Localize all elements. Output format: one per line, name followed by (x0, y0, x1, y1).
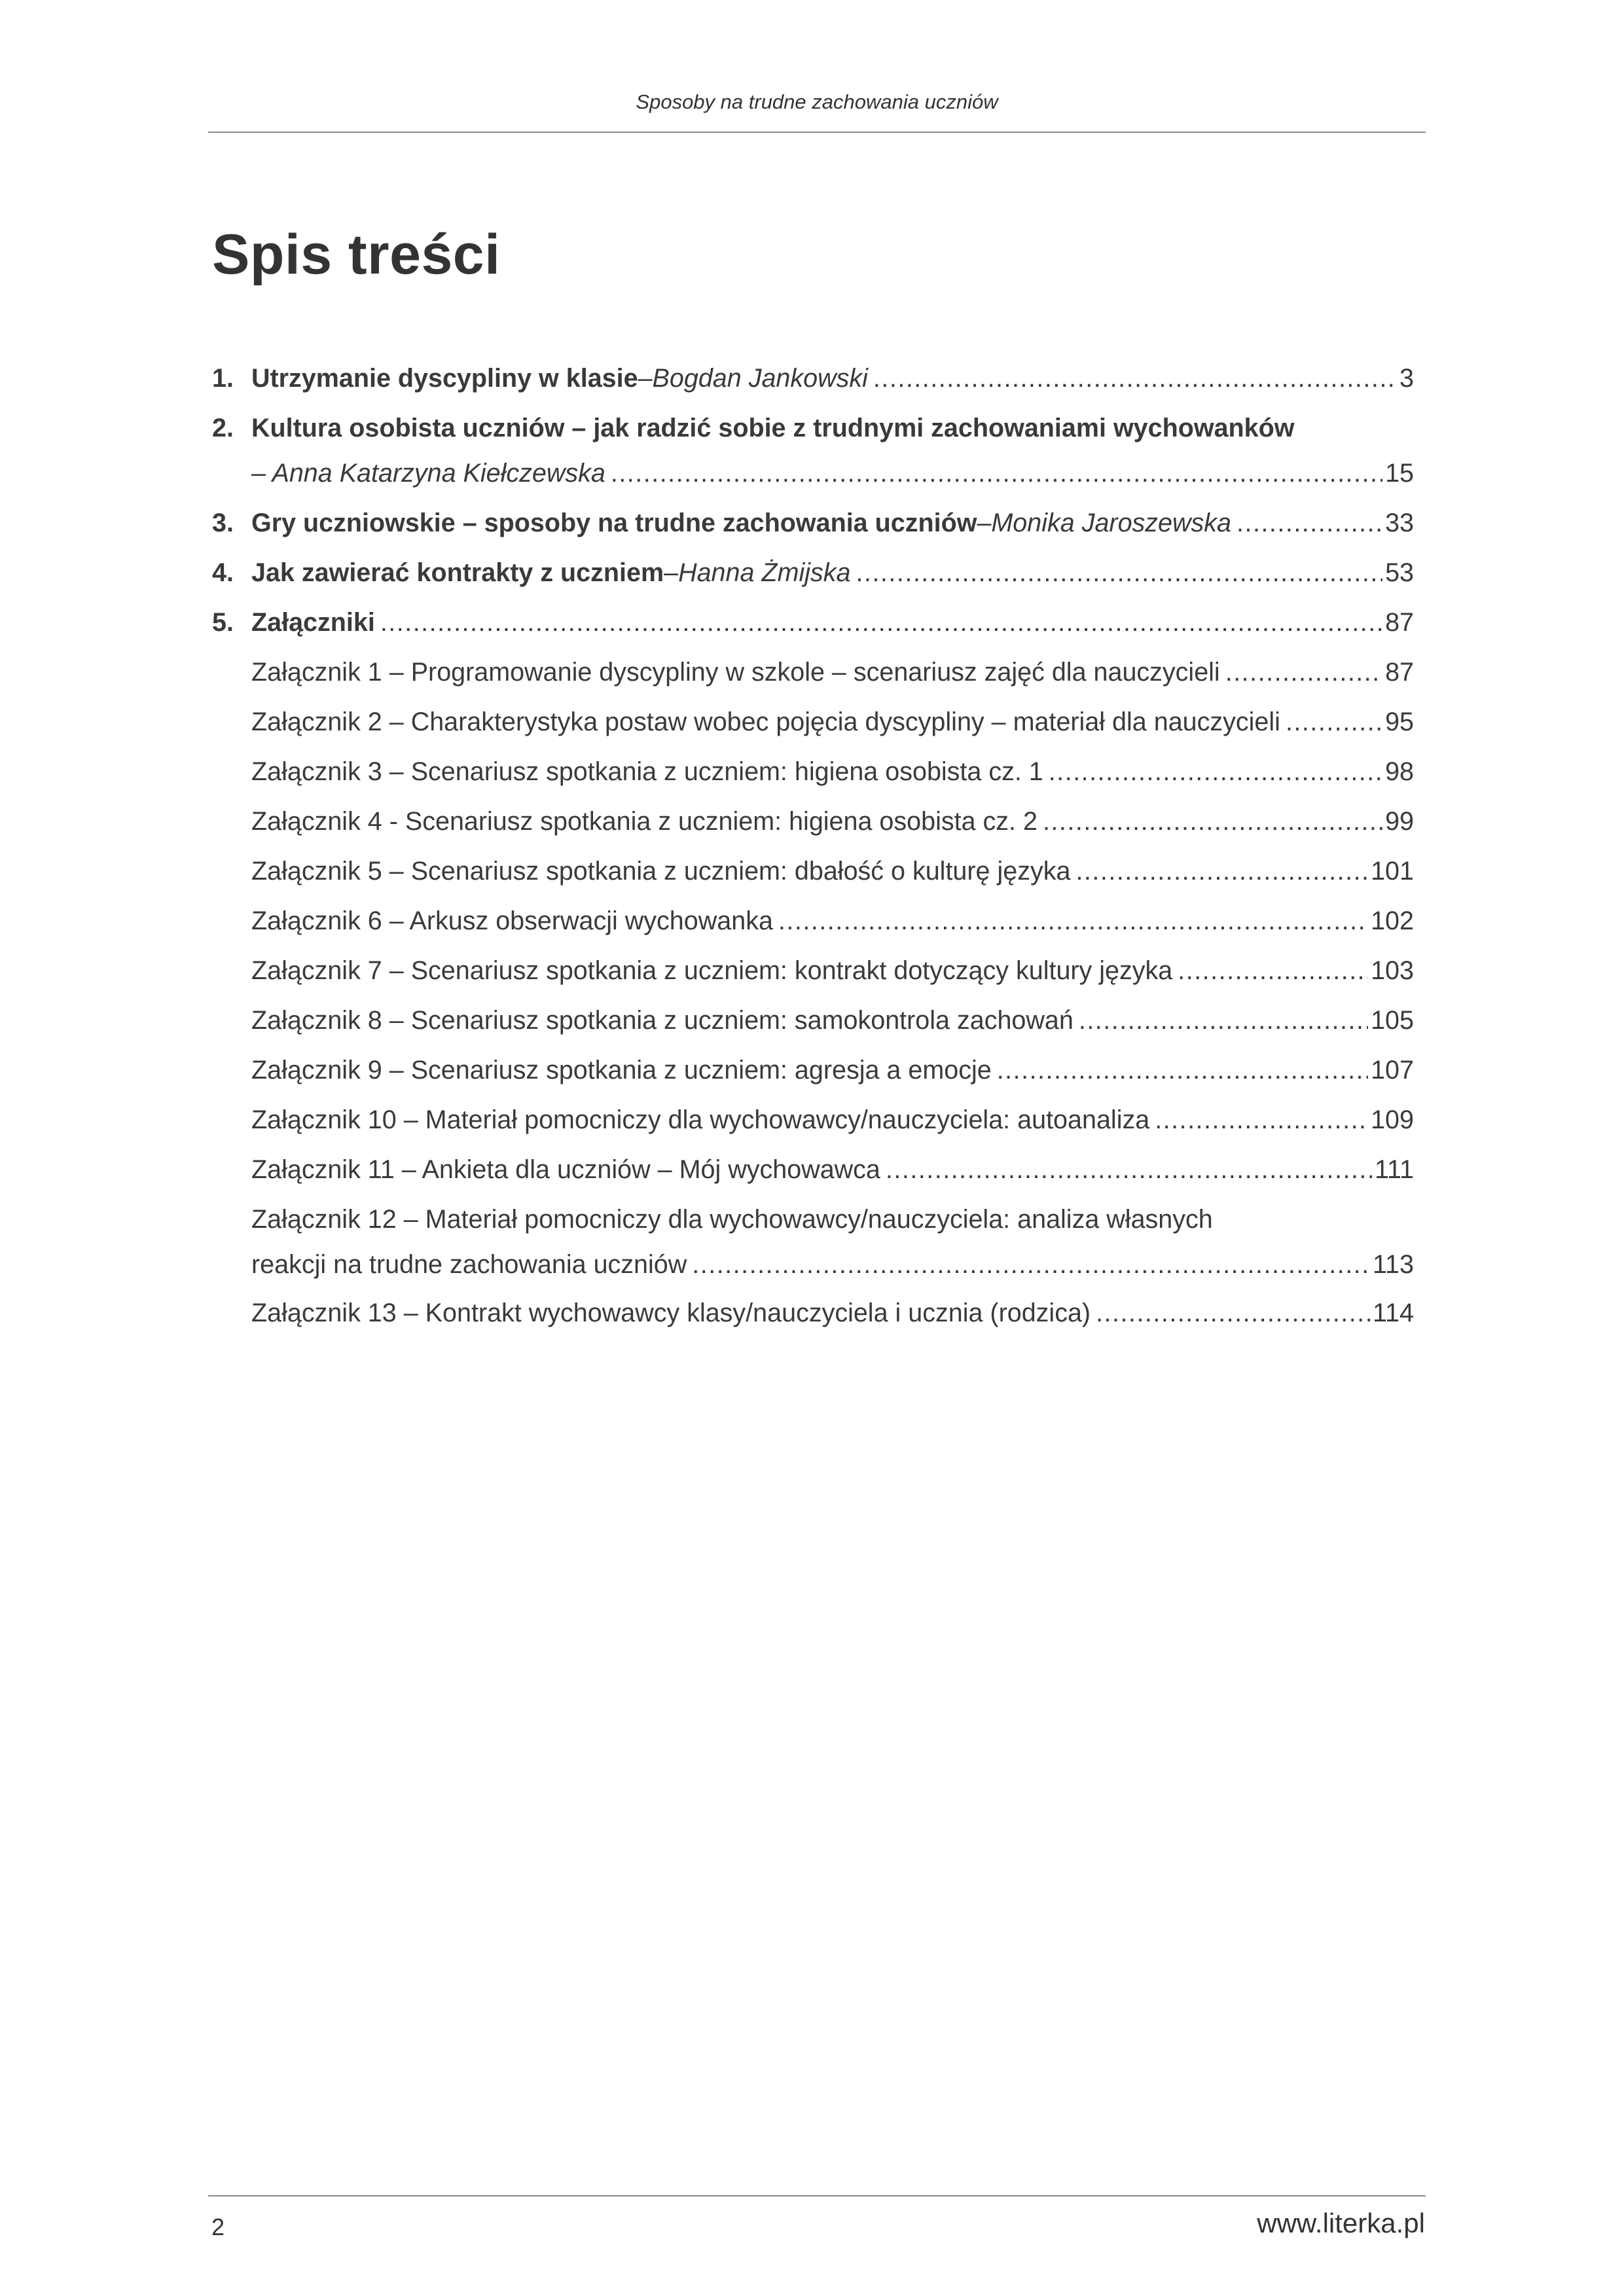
toc-appendix-title: Załącznik 4 - Scenariusz spotkania z uczniem: higiena osobista cz. 2 (251, 807, 1038, 836)
toc-page-number: 109 (1371, 1105, 1414, 1134)
toc-entry-1[interactable] (212, 357, 1414, 406)
toc-page-number: 111 (1374, 1155, 1414, 1184)
toc-page-number: 15 (1385, 459, 1414, 488)
toc-entry-2-continuation[interactable] (212, 452, 1414, 501)
toc-dash: – (664, 558, 679, 587)
footer-rule (208, 2195, 1426, 2197)
toc-appendix-6[interactable] (212, 899, 1414, 949)
dot-leader (1079, 999, 1368, 1042)
toc-title: Gry uczniowskie – sposoby na trudne zachowania uczniów (251, 509, 977, 537)
toc-entry-2[interactable] (212, 406, 1414, 452)
toc-page-number: 102 (1371, 906, 1414, 935)
page-title: Spis treści (212, 223, 501, 286)
toc-entry-3[interactable] (212, 501, 1414, 551)
toc-appendix-12-continuation[interactable] (212, 1243, 1414, 1291)
toc-page-number: 98 (1385, 757, 1414, 786)
toc-title: Kultura osobista uczniów – jak radzić sobie z trudnymi zachowaniami wychowanków (251, 414, 1295, 442)
toc-entry-4[interactable] (212, 551, 1414, 601)
toc-page-number: 3 (1399, 364, 1414, 393)
toc-number: 3. (212, 509, 234, 537)
toc-appendix-5[interactable] (212, 850, 1414, 899)
dot-leader (1049, 750, 1382, 793)
dot-leader (1178, 949, 1368, 992)
toc-appendix-title: Załącznik 11 – Ankieta dla uczniów – Mój wychowawca (251, 1155, 880, 1184)
toc-appendix-title: Załącznik 2 – Charakterystyka postaw wobec pojęcia dyscypliny – materiał dla nauczycieli (251, 708, 1280, 736)
toc-page-number: 99 (1385, 807, 1414, 836)
toc-appendix-13[interactable] (212, 1291, 1414, 1341)
toc-appendix-title: Załącznik 1 – Programowanie dyscypliny w szkole – scenariusz zajęć dla nauczycieli (251, 658, 1220, 687)
toc-appendix-title-continuation: reakcji na trudne zachowania uczniów (251, 1250, 687, 1279)
toc-page-number: 103 (1371, 956, 1414, 985)
dot-leader (873, 357, 1397, 400)
toc-number: 5. (212, 608, 234, 637)
toc-number: 1. (212, 364, 234, 393)
toc-page-number: 113 (1373, 1250, 1414, 1279)
toc-appendix-title: Załącznik 8 – Scenariusz spotkania z uczniem: samokontrola zachowań (251, 1006, 1074, 1035)
dot-leader (611, 452, 1382, 495)
toc-appendix-title: Załącznik 10 – Materiał pomocniczy dla wychowawcy/nauczyciela: autoanaliza (251, 1105, 1150, 1134)
toc-author: Hanna Żmijska (678, 558, 851, 587)
toc-appendix-7[interactable] (212, 949, 1414, 999)
toc-appendix-11[interactable] (212, 1148, 1414, 1198)
dot-leader (692, 1243, 1370, 1286)
toc-number: 2. (212, 414, 234, 442)
toc-dash: – (977, 509, 992, 537)
toc-page-number: 87 (1385, 608, 1414, 637)
toc-page-number: 114 (1373, 1299, 1414, 1327)
toc-page-number: 101 (1371, 857, 1414, 886)
toc-title: Jak zawierać kontrakty z uczniem (251, 558, 664, 587)
dot-leader (1155, 1098, 1368, 1141)
toc-appendix-title: Załącznik 6 – Arkusz obserwacji wychowanka (251, 906, 773, 935)
dot-leader (1286, 700, 1382, 744)
website-link[interactable]: www.literka.pl (1257, 2208, 1425, 2238)
dot-leader (1236, 501, 1382, 545)
toc-author: Bogdan Jankowski (652, 364, 868, 393)
toc-appendix-12[interactable] (212, 1198, 1414, 1243)
dot-leader (1096, 1291, 1370, 1335)
toc-number: 4. (212, 558, 234, 587)
toc-appendix-4[interactable] (212, 800, 1414, 850)
toc-appendix-1[interactable] (212, 651, 1414, 700)
toc-appendix-title: Załącznik 5 – Scenariusz spotkania z uczniem: dbałość o kulturę języka (251, 857, 1071, 886)
toc-appendix-2[interactable] (212, 700, 1414, 750)
toc-title: Utrzymanie dyscypliny w klasie (251, 364, 638, 393)
toc-appendix-title: Załącznik 9 – Scenariusz spotkania z uczniem: agresja a emocje (251, 1056, 992, 1085)
toc-entry-5[interactable] (212, 601, 1414, 651)
dot-leader (1043, 800, 1382, 843)
toc-page-number: 95 (1385, 708, 1414, 736)
toc-page-number: 105 (1371, 1006, 1414, 1035)
toc-appendix-title: Załącznik 3 – Scenariusz spotkania z uczniem: higiena osobista cz. 1 (251, 757, 1043, 786)
toc-page-number: 33 (1385, 509, 1414, 537)
toc-appendix-title: Załącznik 13 – Kontrakt wychowawcy klasy/nauczyciela i ucznia (rodzica) (251, 1299, 1091, 1327)
running-header: Sposoby na trudne zachowania uczniów (636, 90, 998, 113)
toc-appendix-title: Załącznik 7 – Scenariusz spotkania z uczniem: kontrakt dotyczący kultury języka (251, 956, 1173, 985)
toc-appendix-8[interactable] (212, 999, 1414, 1049)
toc-appendix-9[interactable] (212, 1049, 1414, 1098)
toc-appendix-10[interactable] (212, 1098, 1414, 1148)
dot-leader (1075, 850, 1368, 893)
dot-leader (380, 601, 1382, 644)
table-of-contents (212, 357, 1414, 1341)
toc-dash: – (638, 364, 653, 393)
toc-author: Monika Jaroszewska (991, 509, 1232, 537)
toc-appendix-3[interactable] (212, 750, 1414, 800)
toc-appendix-title: Załącznik 12 – Materiał pomocniczy dla wychowawcy/nauczyciela: analiza własnych (251, 1205, 1213, 1234)
toc-page-number: 107 (1371, 1056, 1414, 1085)
dot-leader (856, 551, 1383, 594)
header-rule (208, 132, 1426, 133)
dot-leader (886, 1148, 1372, 1191)
page-number: 2 (211, 2214, 225, 2240)
toc-title: Załączniki (251, 608, 375, 637)
toc-page-number: 53 (1385, 558, 1414, 587)
toc-page-number: 87 (1385, 658, 1414, 687)
toc-author: – Anna Katarzyna Kiełczewska (251, 459, 605, 488)
dot-leader (778, 899, 1368, 942)
dot-leader (997, 1049, 1368, 1092)
dot-leader (1225, 651, 1382, 694)
